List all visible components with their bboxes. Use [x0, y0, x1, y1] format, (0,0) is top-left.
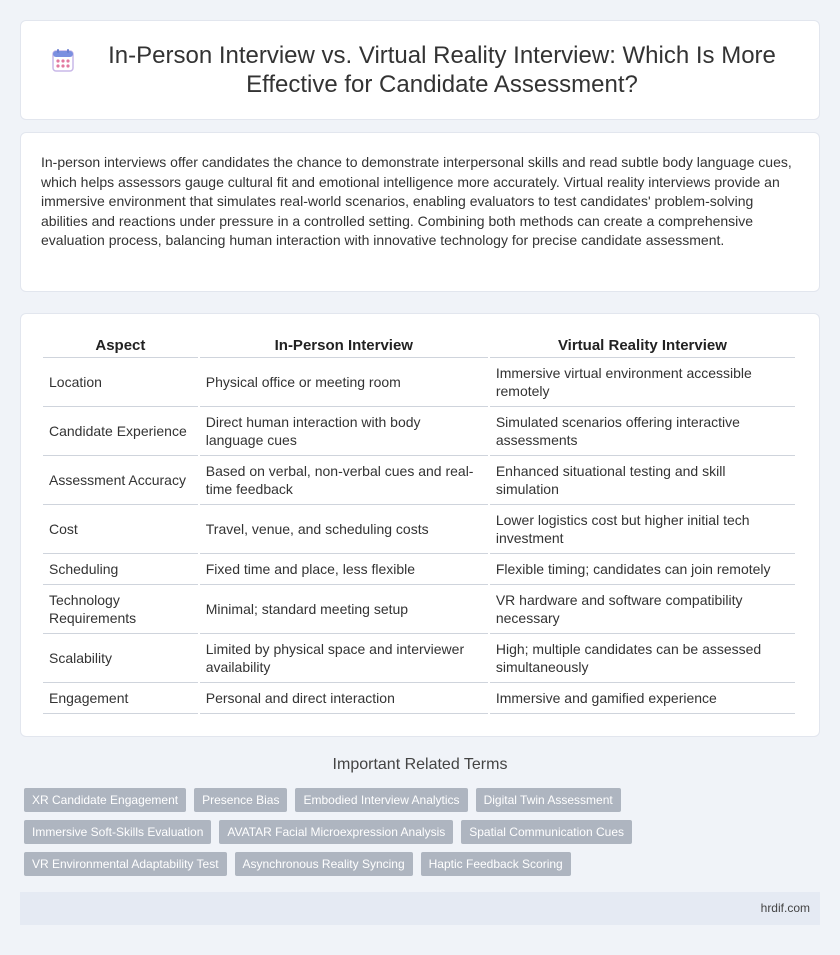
footer-site-link[interactable]: hrdif.com [760, 901, 810, 915]
table-cell: Physical office or meeting room [200, 358, 488, 407]
related-term-tag[interactable]: VR Environmental Adaptability Test [24, 852, 227, 876]
column-header-aspect: Aspect [43, 334, 198, 358]
related-term-tag[interactable]: Digital Twin Assessment [476, 788, 621, 812]
related-terms-title: Important Related Terms [332, 756, 508, 773]
intro-text: In-person interviews offer candidates the chance to demonstrate interpersonal skills and read subtle body language cues, which helps assessors gauge cultural fit and emotional intelligence more accurately. Virtual reality interviews provide an immersive environment that simulates real-world scenarios, enabling evaluators to test candidates' problem-solving abilities and reactions under pressure in a controlled setting. Combining both methods can create a comprehensive evaluation process, balancing human interaction with innovative technology for precise candidate assessment. [41, 154, 792, 248]
related-term-tag[interactable]: Embodied Interview Analytics [295, 788, 467, 812]
table-cell: Candidate Experience [43, 407, 198, 456]
related-terms-list [24, 788, 824, 884]
table-cell: Simulated scenarios offering interactive assessments [490, 407, 795, 456]
table-cell: Travel, venue, and scheduling costs [200, 505, 488, 554]
table-header-row [43, 334, 795, 358]
table-cell: Fixed time and place, less flexible [200, 554, 488, 585]
table-row [43, 358, 795, 407]
table-cell: High; multiple candidates can be assessed simultaneously [490, 634, 795, 683]
table-row [43, 554, 795, 585]
page-title: In-Person Interview vs. Virtual Reality Interview: Which Is More Effective for Candidate Assessment? [108, 42, 776, 98]
related-term-tag[interactable]: Spatial Communication Cues [461, 820, 632, 844]
table-row [43, 407, 795, 456]
table-cell: Technology Requirements [43, 585, 198, 634]
table-row [43, 456, 795, 505]
table-cell: Minimal; standard meeting setup [200, 585, 488, 634]
document-grid-icon [51, 47, 77, 73]
table-row [43, 634, 795, 683]
related-term-tag[interactable]: XR Candidate Engagement [24, 788, 186, 812]
table-cell: Scheduling [43, 554, 198, 585]
related-term-tag[interactable]: Presence Bias [194, 788, 287, 812]
comparison-card [20, 313, 820, 737]
related-term-tag[interactable]: Immersive Soft-Skills Evaluation [24, 820, 211, 844]
comparison-table [41, 334, 797, 714]
column-header-in-person: In-Person Interview [200, 334, 488, 358]
table-cell: Personal and direct interaction [200, 683, 488, 714]
table-cell: Direct human interaction with body language cues [200, 407, 488, 456]
title-card [20, 20, 820, 120]
table-row [43, 585, 795, 634]
table-cell: Immersive virtual environment accessible remotely [490, 358, 795, 407]
table-cell: Assessment Accuracy [43, 456, 198, 505]
table-cell: Lower logistics cost but higher initial tech investment [490, 505, 795, 554]
intro-card [20, 132, 820, 292]
related-term-tag[interactable]: Haptic Feedback Scoring [421, 852, 571, 876]
related-term-tag[interactable]: Asynchronous Reality Syncing [235, 852, 413, 876]
table-cell: Limited by physical space and interviewer availability [200, 634, 488, 683]
table-cell: Cost [43, 505, 198, 554]
related-term-tag[interactable]: AVATAR Facial Microexpression Analysis [219, 820, 453, 844]
table-cell: VR hardware and software compatibility necessary [490, 585, 795, 634]
table-cell: Location [43, 358, 198, 407]
table-cell: Engagement [43, 683, 198, 714]
table-cell: Immersive and gamified experience [490, 683, 795, 714]
table-cell: Flexible timing; candidates can join remotely [490, 554, 795, 585]
table-cell: Based on verbal, non-verbal cues and real-time feedback [200, 456, 488, 505]
footer [20, 892, 820, 925]
table-cell: Scalability [43, 634, 198, 683]
column-header-vr: Virtual Reality Interview [490, 334, 795, 358]
table-row [43, 505, 795, 554]
table-row [43, 683, 795, 714]
table-cell: Enhanced situational testing and skill simulation [490, 456, 795, 505]
